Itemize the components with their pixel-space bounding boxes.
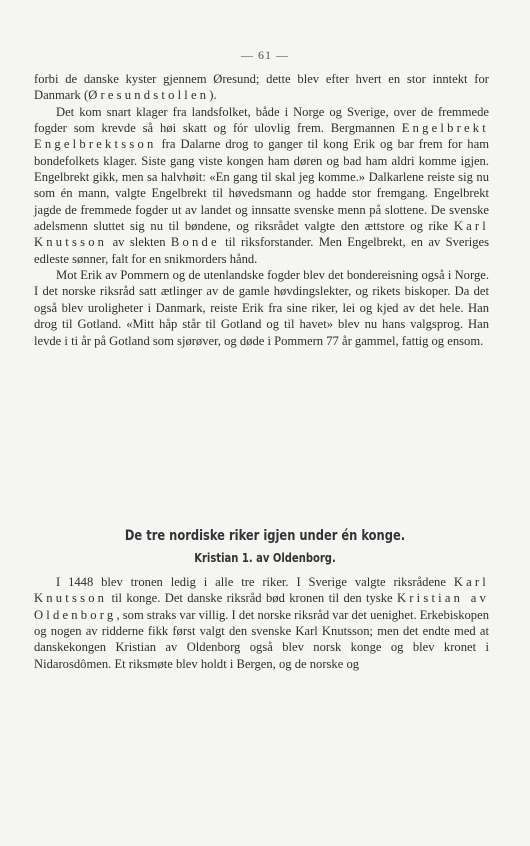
section-heading: De tre nordiske riker igjen under én konge. (124, 528, 406, 544)
spaced-name: Engelbrekt Engelbrektsson (34, 121, 489, 152)
section-subheading: Kristian 1. av Oldenborg. (194, 550, 336, 565)
paragraph-engelbrekt: Det kom snart klager fra landsfolket, både i Norge og Sverige, over de fremmede fogder som krevde så høi skatt og fór ulovlig frem. Bergmannen Engelbrekt Engelbrektsson fra Dalarne drog to ganger til kong Erik og bar frem for ham bondefolkets klager. Siste gang viste kongen ham døren og bad ham aldri komme igjen. Engelbrekt gikk, men sa halvhøit: «En gang til skal jeg komme.» Dalkarlene reiste sig nu som én mann, valgte Engelbrekt til høvedsmann og hadde stor fremgang. Engelbrekt jagde de fremmede fogder ut av landet og innsatte svenske menn på slottene. De svenske adelsmenn sluttet sig nu til bøndene, og riksrådet valgte den ættstore og rike Karl Knutsson av slekten Bonde til riksforstander. Men Engelbrekt, en av Sveriges edleste sønner, falt for en snikmorders hånd. (34, 104, 489, 266)
spaced-name: Kristian av Oldenborg (34, 591, 490, 622)
paragraph-oresund: forbi de danske kyster gjennem Øresund; dette blev efter hvert en stor inntekt for Danmark (Øresundstollen). (34, 72, 489, 103)
paragraph-erik: Mot Erik av Pommern og de utenlandske fogder blev det bondereisning også i Norge. I det norske riksråd satt ætlinger av de gamle høvdingslekter, og rikets biskoper. Da det også blev uroligheter i Danmark, reiste Erik fra sine riker, lei og kjed av det hele. Han drog til Gotland. «Mitt håp står til Gotland og til havet» blev nu hans valgsprog. Han levde i ti år på Gotland som sjørøver, og døde i Pommern 77 år gammel, fattig og ensom. (34, 268, 489, 348)
spaced-name: Karl Knutsson (34, 219, 489, 250)
spaced-name: Bonde (170, 235, 220, 250)
spaced-name: Karl Knutsson (34, 575, 489, 606)
spaced-term: Øresundstollen (88, 88, 210, 103)
page-number: — 61 — (241, 48, 289, 62)
text-block-top (34, 71, 489, 349)
paragraph-1448: I 1448 blev tronen ledig i alle tre riker. I Sverige valgte riksrådene Karl Knutsson til konge. Det danske riksråd bød kronen til den tyske Kristian av Oldenborg, som straks var villig. I det norske riksråd var det uenighet. Erkebiskopen og nogen av ridderne fikk først valgt den svenske Karl Knutsson; men det endte med at danskekongen Kristian av Oldenborg også blev norsk konge og blev kronet i Nidarosdômen. Et riksmøte blev holdt i Bergen, og de norske og (34, 575, 490, 671)
text-block-bottom (34, 574, 489, 672)
